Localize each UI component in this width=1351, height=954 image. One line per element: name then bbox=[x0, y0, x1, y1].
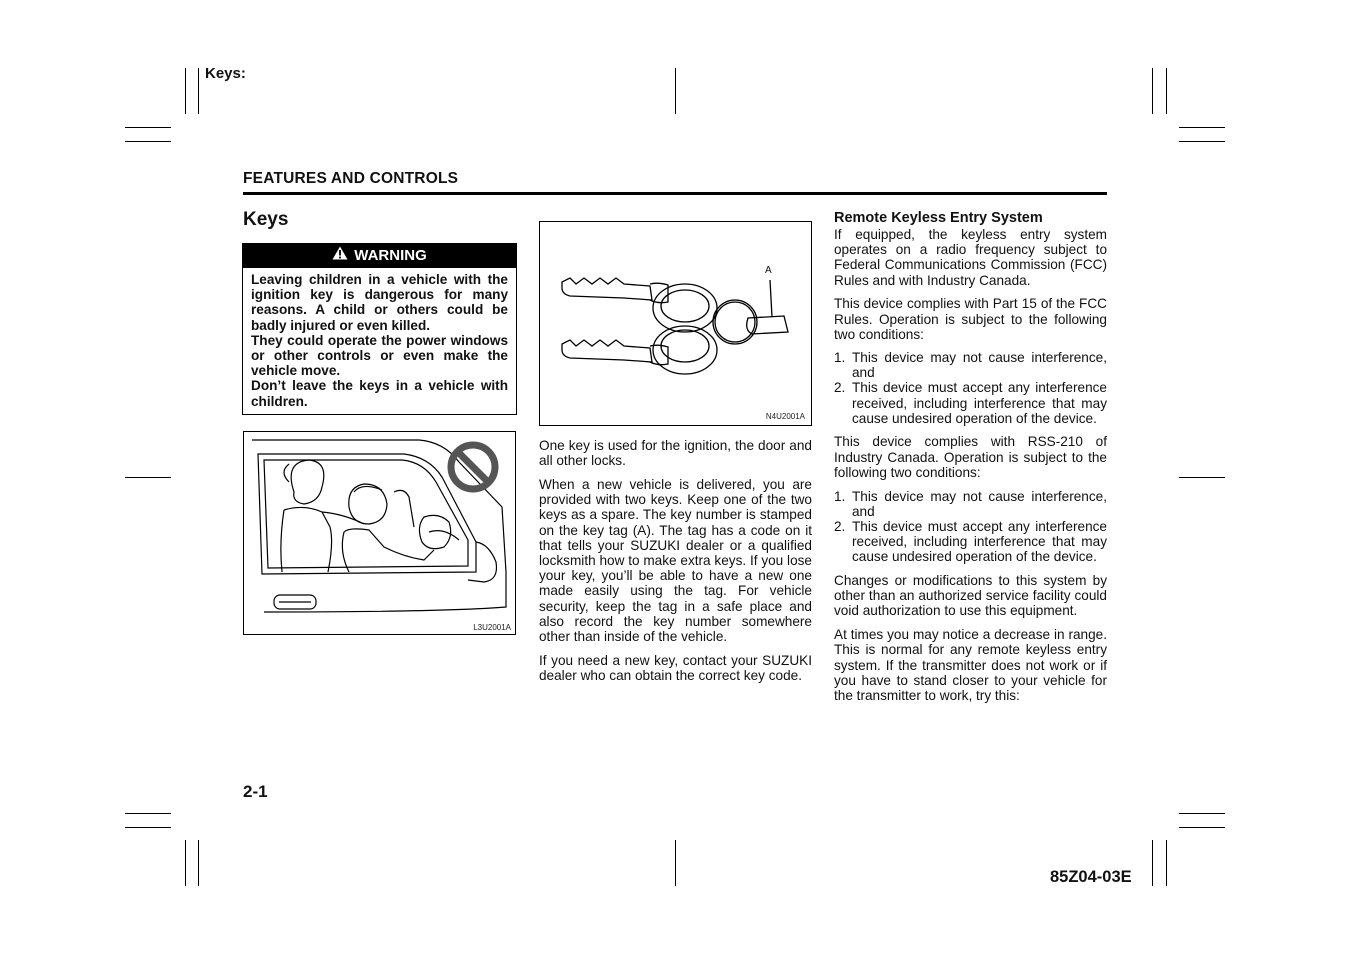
paragraph: If you need a new key, contact your SUZUKI dealer who can obtain the correct key code. bbox=[539, 652, 812, 683]
middle-column bbox=[539, 438, 812, 692]
corner-label: Keys: bbox=[205, 65, 246, 82]
warning-text bbox=[243, 268, 516, 413]
paragraph: One key is used for the ignition, the door and all other locks. bbox=[539, 438, 812, 469]
warning-box bbox=[242, 243, 517, 415]
page-title: Keys bbox=[243, 209, 289, 230]
warning-paragraph: Don’t leave the keys in a vehicle with children. bbox=[251, 378, 508, 409]
rss-conditions-list bbox=[834, 489, 1107, 565]
header-rule bbox=[243, 192, 1107, 195]
keys-figure bbox=[539, 221, 812, 426]
children-in-car-illustration bbox=[244, 432, 515, 634]
fcc-conditions-list bbox=[834, 350, 1107, 426]
list-item: 1. This device may not cause interference, and bbox=[834, 349, 1107, 381]
paragraph: Changes or modifications to this system by other than an authorized service facility could void authorization to use this equipment. bbox=[834, 573, 1107, 619]
list-item: 2. This device must accept any interference received, including interference that may cause undesired operation of the device. bbox=[834, 518, 1107, 565]
warning-paragraph: Leaving children in a vehicle with the ignition key is dangerous for many reasons. A child or others could be badly injured or even killed. bbox=[251, 272, 508, 333]
paragraph: This device complies with Part 15 of the FCC Rules. Operation is subject to the following two conditions: bbox=[834, 296, 1107, 342]
warning-triangle-icon bbox=[332, 244, 348, 268]
document-code: 85Z04-03E bbox=[1050, 868, 1132, 886]
warning-header bbox=[243, 244, 516, 268]
list-item: 2. This device must accept any interference received, including interference that may cause undesired operation of the device. bbox=[834, 380, 1107, 426]
right-column bbox=[834, 210, 1107, 712]
paragraph: When a new vehicle is delivered, you are provided with two keys. Keep one of the two keys as a spare. The key number is stamped on the key tag (A). The tag has a code on it that tells your SUZUKI dealer or a qualified locksmith how to make extra keys. If you lose your key, you’ll be able to have a new one made easily using the tag. For vehicle security, keep the tag in a safe place and also record the key number somewhere other than inside of the vehicle. bbox=[539, 476, 812, 644]
figure-code: L3U2001A bbox=[473, 623, 511, 632]
figure-code: N4U2001A bbox=[765, 412, 805, 421]
warning-paragraph: They could operate the power windows or other controls or even make the vehicle move. bbox=[251, 332, 508, 379]
keys-illustration bbox=[540, 222, 811, 425]
paragraph: At times you may notice a decrease in range. This is normal for any remote keyless entry system. If the transmitter does not work or if you have to stand closer to your vehicle for the transmitter to work, try this: bbox=[834, 627, 1107, 703]
section-header: FEATURES AND CONTROLS bbox=[243, 170, 459, 187]
paragraph: If equipped, the keyless entry system operates on a radio frequency subject to Federal Communications Commission (FCC) Rules and with Industry Canada. bbox=[834, 227, 1107, 288]
page-number: 2-1 bbox=[243, 782, 268, 801]
warning-label: WARNING bbox=[354, 247, 427, 264]
list-item: 1. This device may not cause interference, and bbox=[834, 488, 1107, 519]
section-heading: Remote Keyless Entry System bbox=[834, 210, 1043, 226]
key-tag-callout: A bbox=[765, 265, 772, 276]
children-in-car-figure bbox=[243, 431, 516, 635]
paragraph: This device complies with RSS-210 of Industry Canada. Operation is subject to the following two conditions: bbox=[834, 434, 1107, 480]
